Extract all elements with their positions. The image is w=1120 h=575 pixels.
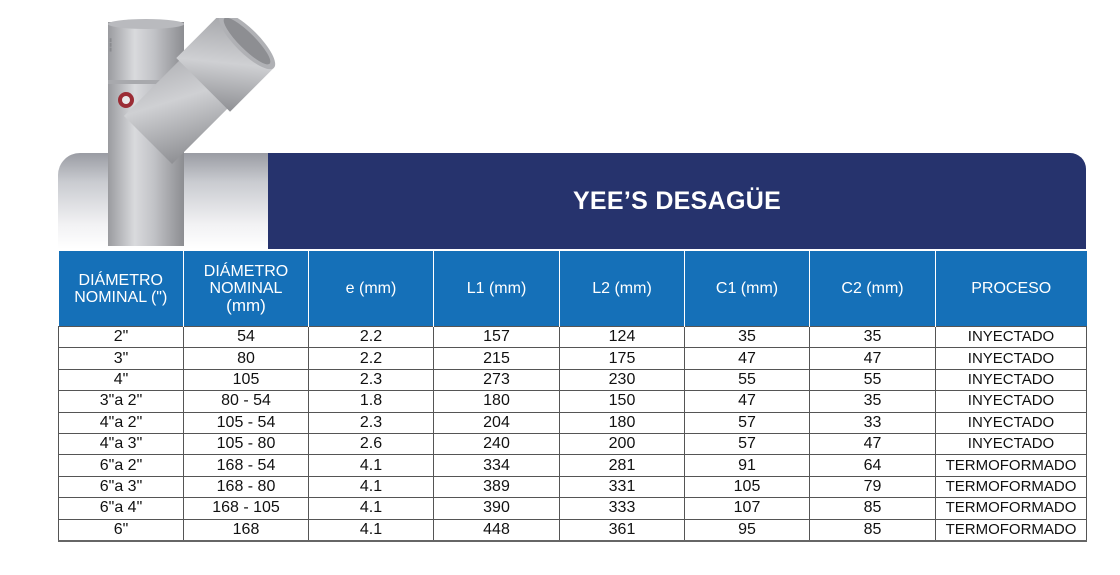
table-cell: 35 [685,327,810,348]
table-cell: 240 [434,433,560,454]
table-row [59,455,1087,476]
column-header-line: DIÁMETRO [203,263,289,280]
table-cell: 57 [685,433,810,454]
column-header [59,251,184,327]
table-row [59,433,1087,454]
table-cell: 57 [685,412,810,433]
table-cell: 4" [59,369,184,390]
table-cell: 2.3 [309,412,434,433]
table-row [59,498,1087,519]
table-cell: 79 [810,476,936,497]
table-cell: 230 [560,369,685,390]
table-cell: 91 [685,455,810,476]
table-cell: 107 [685,498,810,519]
column-header-line: (mm) [226,296,266,315]
table-cell: 200 [560,433,685,454]
table-cell: 95 [685,519,810,541]
table-cell: 333 [560,498,685,519]
table-cell: 4.1 [309,519,434,541]
table-cell: 2.6 [309,433,434,454]
table-cell: 54 [184,327,309,348]
table-cell: 105 - 54 [184,412,309,433]
table-cell: 4.1 [309,476,434,497]
column-header-line: DIÁMETRO [78,271,163,289]
table-cell: 361 [560,519,685,541]
table-cell: 4"a 3" [59,433,184,454]
svg-text:▬▬▬: ▬▬▬ [108,37,114,52]
table-cell: 215 [434,348,560,369]
column-header-line: L1 (mm) [466,280,527,297]
table-cell: 157 [434,327,560,348]
table-cell: INYECTADO [936,327,1087,348]
table-row [59,476,1087,497]
table-cell: TERMOFORMADO [936,498,1087,519]
table-cell: 4.1 [309,455,434,476]
table-cell: 6" [59,519,184,541]
table-cell: 389 [434,476,560,497]
table-cell: 80 - 54 [184,391,309,412]
column-header-line: L2 (mm) [592,280,652,297]
table-cell: 2" [59,327,184,348]
table-cell: 47 [810,348,936,369]
table-cell: INYECTADO [936,348,1087,369]
table-cell: 3" [59,348,184,369]
table-cell: TERMOFORMADO [936,455,1087,476]
table-cell: 6"a 3" [59,476,184,497]
table-cell: 448 [434,519,560,541]
table-cell: 47 [810,433,936,454]
table-cell: 175 [560,348,685,369]
table-cell: INYECTADO [936,412,1087,433]
column-header [184,251,309,327]
table-row [59,412,1087,433]
table-cell: 3"a 2" [59,391,184,412]
table-cell: 281 [560,455,685,476]
table-cell: 64 [810,455,936,476]
column-header-line: NOMINAL (") [74,288,168,306]
wye-fitting-image [90,18,290,248]
table-cell: 168 - 105 [184,498,309,519]
column-header-line: C2 (mm) [841,280,904,297]
table-cell: 6"a 2" [59,455,184,476]
table-cell: 80 [184,348,309,369]
table-cell: 4.1 [309,498,434,519]
table-row [59,519,1087,541]
page-title: YEE’S DESAGÜE [572,186,782,215]
table-cell: 334 [434,455,560,476]
column-header-line: C1 (mm) [715,280,779,297]
table-cell: INYECTADO [936,369,1087,390]
column-header [309,251,434,327]
column-header-line: PROCESO [971,280,1052,297]
table-cell: 55 [810,369,936,390]
table-cell: 204 [434,412,560,433]
table-cell: 168 - 54 [184,455,309,476]
header-row [59,251,1087,327]
table-row [59,391,1087,412]
table-cell: 105 [184,369,309,390]
table-cell: 6"a 4" [59,498,184,519]
table-cell: 2.2 [309,348,434,369]
table-cell: INYECTADO [936,391,1087,412]
table-cell: 180 [560,412,685,433]
table-cell: 180 [434,391,560,412]
table-cell: 150 [560,391,685,412]
table-cell: TERMOFORMADO [936,519,1087,541]
table-cell: 85 [810,498,936,519]
table-cell: 47 [685,391,810,412]
table-cell: 2.2 [309,327,434,348]
column-header [560,251,685,327]
banner-title-panel [268,153,1086,249]
table-row [59,348,1087,369]
table-cell: 35 [810,391,936,412]
table-cell: TERMOFORMADO [936,476,1087,497]
table-cell: 47 [685,348,810,369]
table-cell: 4"a 2" [59,412,184,433]
table-cell: 331 [560,476,685,497]
table-cell: 35 [810,327,936,348]
specifications-table [58,251,1087,542]
table-row [59,369,1087,390]
table-cell: 124 [560,327,685,348]
column-header-line: NOMINAL [209,280,283,297]
table-cell: 33 [810,412,936,433]
table-cell: 1.8 [309,391,434,412]
table-cell: 105 - 80 [184,433,309,454]
table-row [59,327,1087,348]
table-cell: 105 [685,476,810,497]
table-cell: 390 [434,498,560,519]
column-header-line: e (mm) [345,280,397,297]
column-header [434,251,560,327]
table-cell: INYECTADO [936,433,1087,454]
table-cell: 2.3 [309,369,434,390]
table-cell: 168 [184,519,309,541]
table-cell: 168 - 80 [184,476,309,497]
table-cell: 273 [434,369,560,390]
column-header [685,251,810,327]
table-cell: 85 [810,519,936,541]
table-cell: 55 [685,369,810,390]
column-header [810,251,936,327]
column-header [936,251,1087,327]
